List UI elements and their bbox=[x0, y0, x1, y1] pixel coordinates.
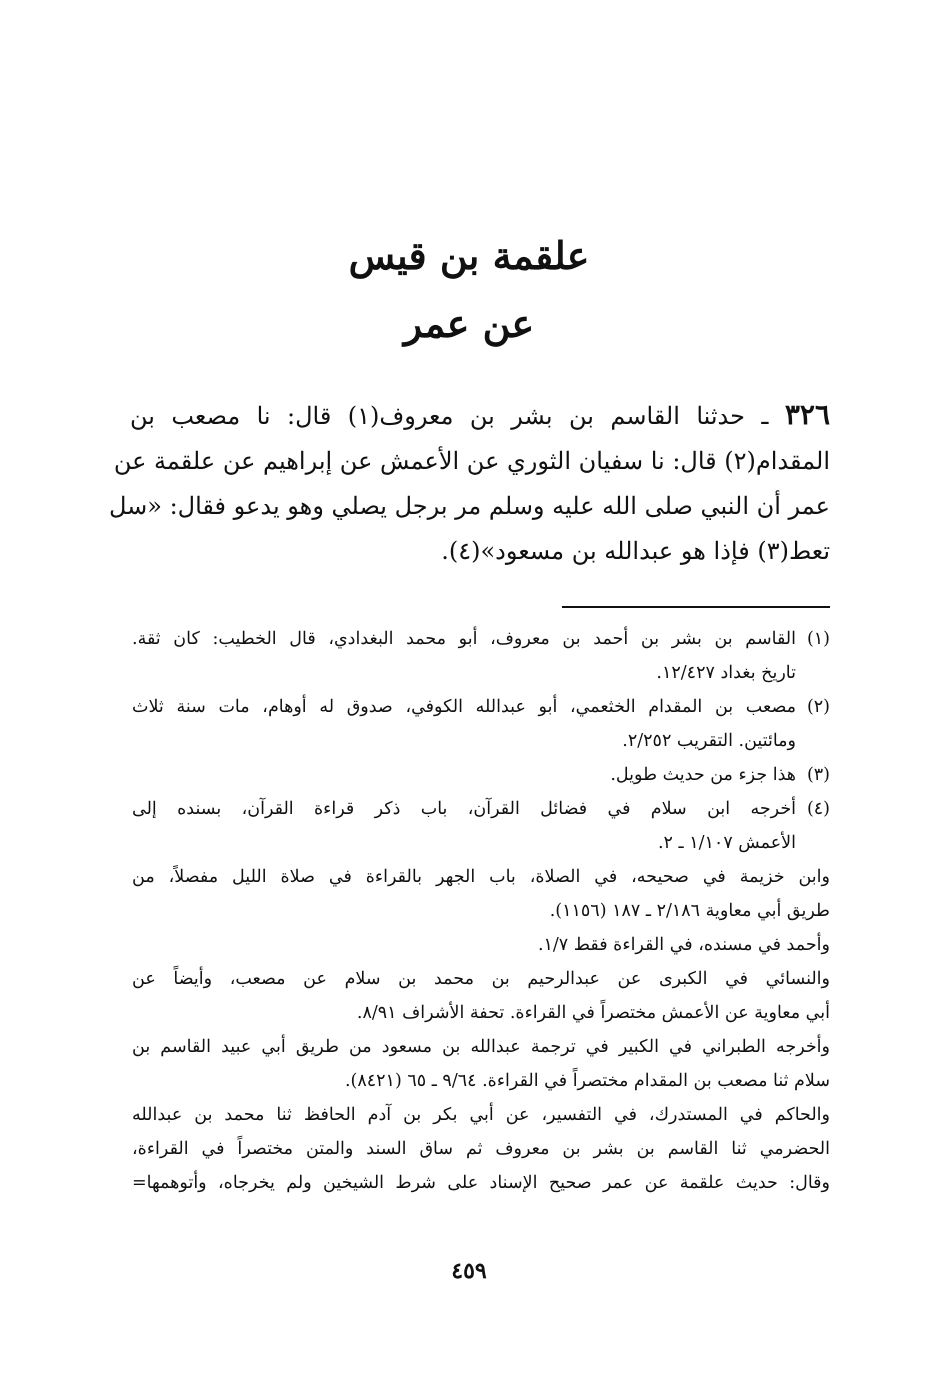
section-title: علقمة بن قيس bbox=[348, 233, 590, 278]
hadith-number: ٣٢٦ bbox=[784, 398, 830, 431]
footnote bbox=[132, 622, 830, 690]
hadith-line: ٣٢٦ ـ حدثنا القاسم بن بشر بن معروف(١) قال: نا مصعب بن bbox=[130, 398, 830, 431]
footnote-text: هذا جزء من حديث طويل. bbox=[610, 765, 796, 785]
hadith-line: عمر أن النبي صلى الله عليه وسلم مر برجل يصلي وهو يدعو فقال: «سل bbox=[108, 492, 830, 520]
footnotes bbox=[132, 622, 830, 1200]
footnote bbox=[132, 792, 830, 860]
footnote-label: (١) bbox=[806, 629, 830, 649]
section-subtitle: عن عمر bbox=[403, 301, 535, 346]
hadith-line: المقدام(٢) قال: نا سفيان الثوري عن الأعمش عن إبراهيم عن علقمة عن bbox=[113, 447, 830, 475]
hadith-text bbox=[108, 392, 830, 574]
footnote-label: (٣) bbox=[806, 765, 830, 785]
page-number: ٤٥٩ bbox=[451, 1258, 487, 1284]
footnote-divider bbox=[562, 606, 830, 608]
footnote bbox=[132, 690, 830, 758]
hadith-line: تعط(٣) فإذا هو عبدالله بن مسعود»(٤). bbox=[441, 537, 830, 565]
footnote-continuation: وابن خزيمة في صحيحه، في الصلاة، باب الجهر بالقراءة في صلاة الليل مفصلاً، من طريق أبي معاوية ٢/١٨٦ ـ ١٨٧ (١١٥٦). وأحمد في مسنده، في القراءة فقط ١/٧. والنسائي في الكبرى عن عبدالرحيم بن محمد بن سلام عن مصعب، وأيضاً عن أبي معاوية عن الأعمش مختصراً في القراءة. تحفة الأشراف ٨/٩١. وأخرجه الطبراني في الكبير في ترجمة عبدالله بن مسعود من طريق أبي عبيد القاسم بن سلام ثنا مصعب بن المقدام مختصراً في القراءة. ٩/٦٤ ـ ٦٥ (٨٤٢١). والحاكم في المستدرك، في التفسير، عن أبي بكر بن آدم الحافظ ثنا محمد بن عبدالله الحضرمي ثنا القاسم بن بشر بن معروف ثم ساق السند والمتن مختصراً في القراءة، وقال: حديث علقمة عن عمر صحيح الإسناد على شرط الشيخين ولم يخرجاه، وأتوهمها= bbox=[132, 867, 830, 1193]
footnote bbox=[132, 758, 830, 792]
footnote-text: أخرجه ابن سلام في فضائل القرآن، باب ذكر قراءة القرآن، بسنده إلى الأعمش ١/١٠٧ ـ ٢. bbox=[132, 799, 796, 853]
footnote-text: القاسم بن بشر بن أحمد بن معروف، أبو محمد البغدادي، قال الخطيب: كان ثقة. تاريخ بغداد ١٢/٤٢٧. bbox=[132, 629, 796, 683]
footnote-label: (٤) bbox=[806, 799, 830, 819]
footnote-text: مصعب بن المقدام الخثعمي، أبو عبدالله الكوفي، صدوق له أوهام، مات سنة ثلاث ومائتين. التقريب ٢/٢٥٢. bbox=[132, 697, 796, 751]
footnote-label: (٢) bbox=[806, 697, 830, 717]
